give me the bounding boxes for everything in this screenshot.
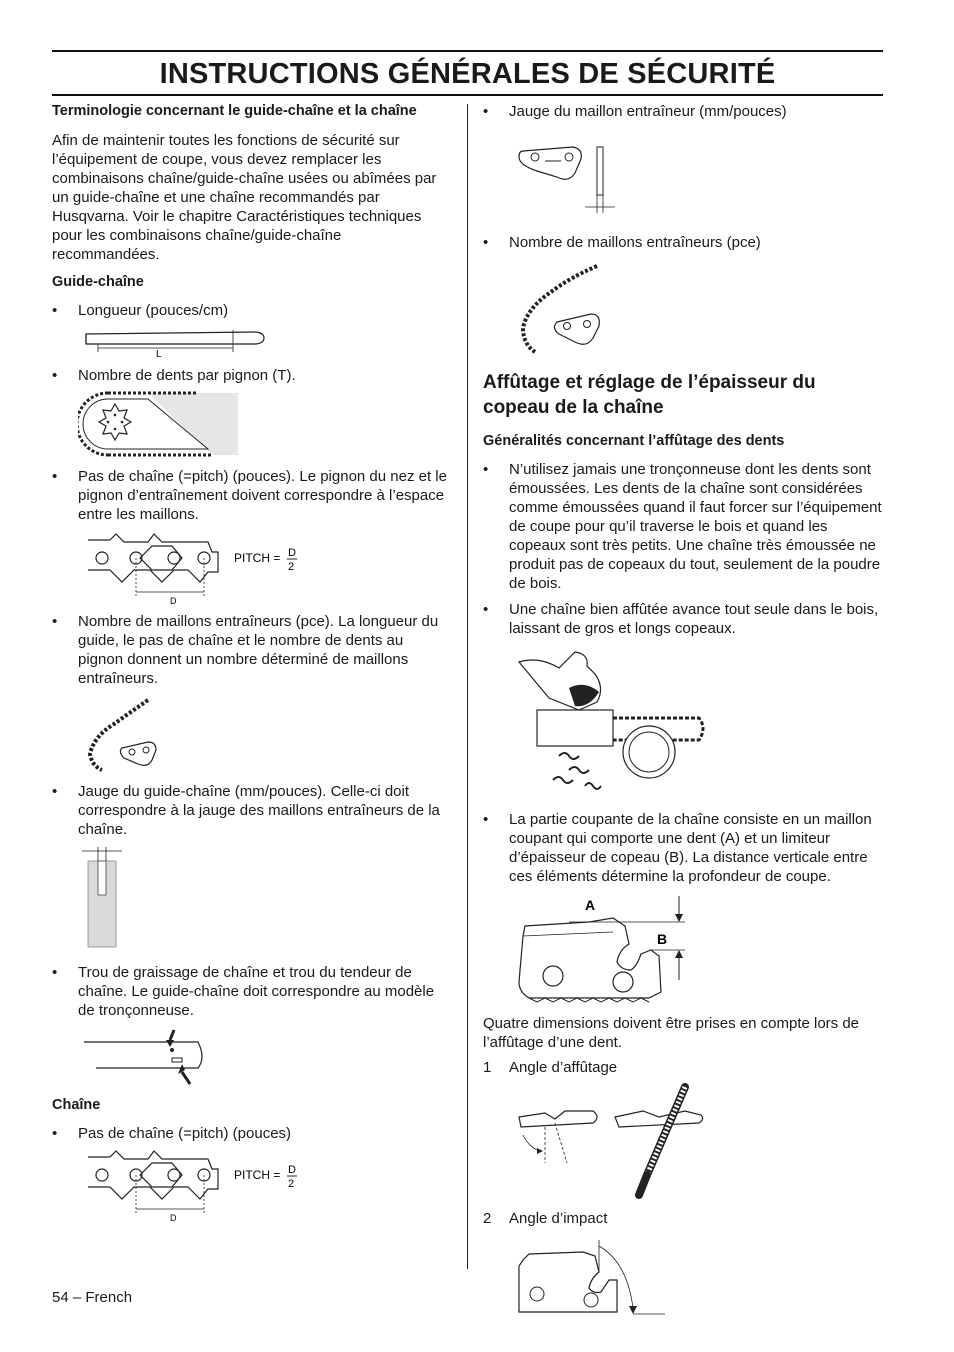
bullet-sharp-chain: • Une chaîne bien affûtée avance tout seule dans le bois, laissant de gros et longs copeaux. [483, 601, 879, 637]
page-footer: 54 – French [52, 1289, 133, 1306]
bullet-drive-links: • Nombre de maillons entraîneurs (pce). La longueur du guide, le pas de chaîne et le nombre de dents au pignon donnent un nombre déterminé de maillons entraîneurs. [52, 613, 439, 687]
bullet-pitch: • Pas de chaîne (=pitch) (pouces). Le pignon du nez et le pignon d’entraînement doivent correspondre à l’espace entre les maillons. [52, 468, 447, 523]
cutter-depth-figure [509, 896, 699, 1006]
pitch-figure-bar [78, 530, 318, 606]
pitch-numerator: D [288, 547, 296, 559]
sharpening-angle-figure [509, 1083, 709, 1203]
bullet-oil-holes: • Trou de graissage de chaîne et trou du tendeur de chaîne. Le guide-chaîne doit correspondre au modèle de tronçonneuse. [52, 964, 435, 1019]
bullet-dull-chain: • N’utilisez jamais une tronçonneuse dont les dents sont émoussées. Les dents de la chaîne sont considérées comme émoussées quand il faut forcer sur l’équipement de coupe pour qu’il traverse le bois et quand les copeaux sont très petits. Une chaîne très émoussée ne produit pas de copeaux du tout, seulement de la poudre de bois. [483, 461, 882, 592]
pitch-figure-chain [78, 1147, 318, 1223]
right-column [483, 102, 883, 1316]
chain-pitch-d-label: D [170, 1213, 177, 1223]
gauge-figure [78, 845, 138, 955]
saw-cutting-figure [509, 648, 709, 798]
pitch-d-label: D [170, 596, 177, 606]
intro-paragraph: Afin de maintenir toutes les fonctions de sécurité sur l’équipement de coupe, vous devez remplacer les combinaisons chaîne/guide-chaîne usées ou abîmées par un guide-chaîne et une chaîne recommandés par Husqvarna. Voir le chapitre Caractéristiques techniques pour les combinaisons chaîne/guide-chaîne recommandées. [52, 132, 437, 263]
header-rule-bottom [52, 94, 883, 96]
num-drive-links-figure [509, 260, 619, 358]
bullet-gauge-link: • Jauge du maillon entraîneur (mm/pouces) [483, 103, 787, 120]
length-label: L [156, 349, 162, 358]
item-sharpening-angle: 1 Angle d’affûtage [483, 1059, 618, 1076]
sprocket-figure [78, 389, 238, 459]
impact-angle-figure [509, 1236, 669, 1316]
item-impact-angle: 2 Angle d’impact [483, 1210, 608, 1227]
header-rule-top [52, 50, 883, 52]
drive-links-figure [78, 696, 188, 776]
heading-sharpening: Affûtage et réglage de l’épaisseur du copeau de la chaîne [483, 372, 816, 418]
oil-hole-figure [78, 1028, 238, 1088]
chain-pitch-denominator: 2 [288, 1178, 295, 1190]
four-dimensions-text: Quatre dimensions doivent être prises en compte lors de l’affûtage d’une dent. [483, 1015, 860, 1051]
drive-link-gauge-figure [509, 129, 619, 219]
pitch-label: PITCH = [234, 551, 281, 565]
label-a: A [585, 897, 596, 913]
page-title: INSTRUCTIONS GÉNÉRALES DE SÉCURITÉ [159, 58, 776, 90]
label-b: B [657, 931, 668, 947]
chain-pitch-numerator: D [288, 1164, 296, 1176]
bullet-gauge: • Jauge du guide-chaîne (mm/pouces). Celle-ci doit correspondre à la jauge des maillons entraîneurs de la chaîne. [52, 783, 440, 838]
heading-bar: Guide-chaîne [52, 274, 144, 290]
chain-pitch-label: PITCH = [234, 1168, 281, 1182]
pitch-denominator: 2 [288, 561, 295, 573]
bullet-num-drive-links: • Nombre de maillons entraîneurs (pce) [483, 234, 761, 251]
heading-terminology: Terminologie concernant le guide-chaîne et la chaîne [52, 103, 417, 119]
bullet-teeth: • Nombre de dents par pignon (T). [52, 367, 296, 384]
bullet-length: • Longueur (pouces/cm) [52, 302, 229, 319]
bullet-chain-pitch: • Pas de chaîne (=pitch) (pouces) [52, 1125, 292, 1142]
heading-general-sharpening: Généralités concernant l’affûtage des dents [483, 433, 785, 449]
column-divider [467, 104, 468, 1269]
bullet-cutting-part: • La partie coupante de la chaîne consiste en un maillon coupant qui comporte une dent (A) et un limiteur d’épaisseur de copeau (B). La distance verticale entre ces éléments détermine la profondeur de coupe. [483, 811, 872, 885]
bar-length-figure [78, 324, 268, 358]
left-column [52, 102, 452, 1223]
heading-chain: Chaîne [52, 1097, 101, 1113]
